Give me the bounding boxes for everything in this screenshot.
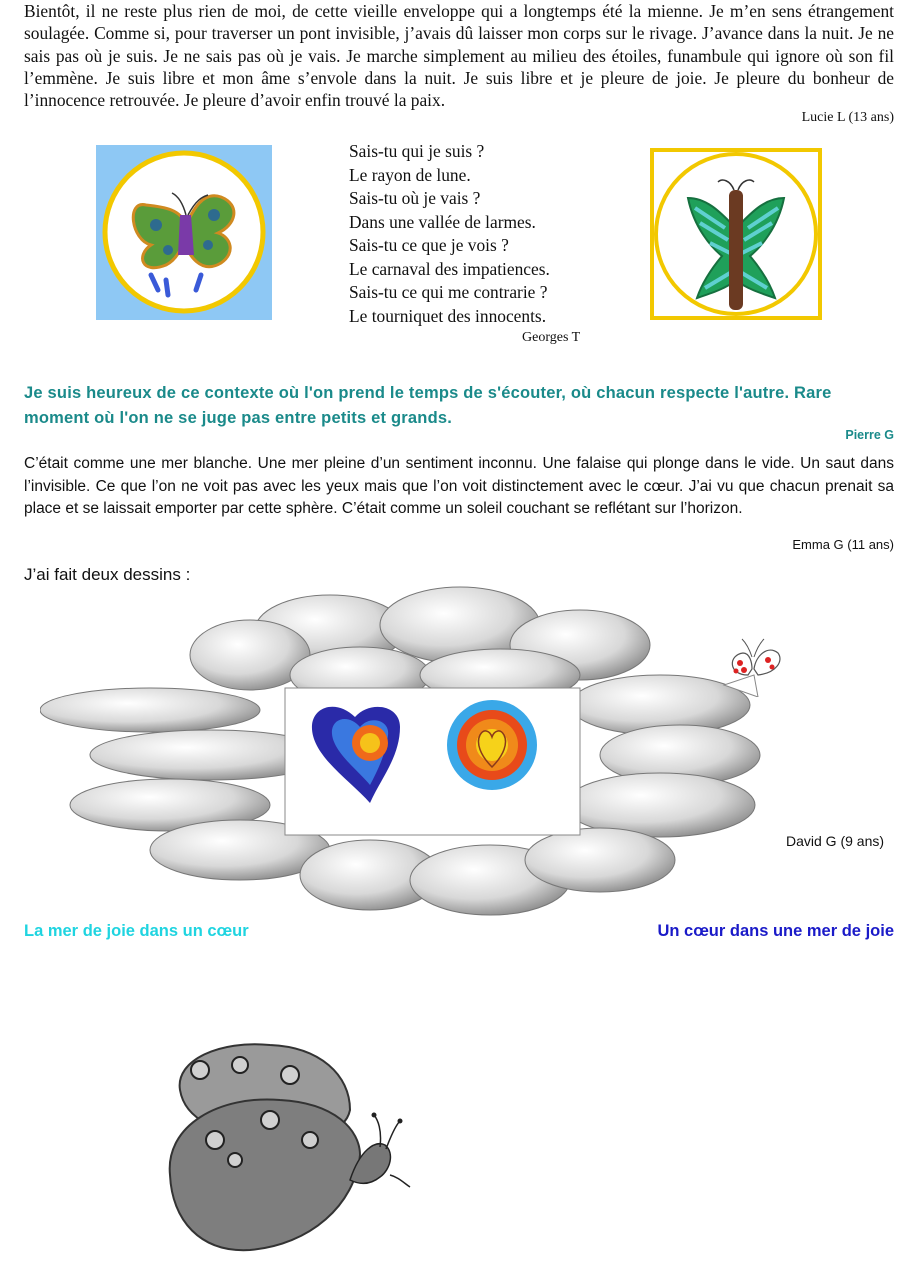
intro-text: J’ai fait deux dessins : xyxy=(24,565,191,584)
paragraph-emma: C’était comme une mer blanche. Une mer pleine d’un sentiment inconnu. Une falaise qui plonge dans le vide. Un saut dans l’invisible. Ce que l’on ne voit pas avec les yeux mais que l’on voit distinctement avec le cœur. J’ai vu que chacun prenait sa place et se laissait emporter par cette sphère. C’était comme un soleil couchant se reflétant sur l’horizon. xyxy=(24,455,894,517)
snail-drawing xyxy=(160,1035,420,1260)
butterfly-drawing-blue xyxy=(96,145,272,320)
butterfly-drawing-green xyxy=(650,148,822,320)
poem-line: Le tourniquet des innocents. xyxy=(349,305,547,326)
caption-left: La mer de joie dans un cœur xyxy=(24,922,249,940)
paragraph-lucie: Bientôt, il ne reste plus rien de moi, de cette vieille enveloppe qui a longtemps été la mienne. Je m’en sens étrangement soulagée. Comme si, pour traverser un pont invisible, j’avais dû laisser mon corps sur le rivage. J’avance dans la nuit. Je ne sais pas où je suis. Je ne sais pas où je vais. Je marche simplement au milieu des étoiles, funambule qui ignore où son fil l’emmène. Je suis libre et mon âme s’envole dans la nuit. Je suis libre et je pleure de joie. Je pleure du bonheur de l’innocence retrouvée. Je pleure d’avoir enfin trouvé la paix. xyxy=(24,1,894,111)
quote-pierre: Je suis heureux de ce contexte où l'on prend le temps de s'écouter, où chacun respecte l'autre. Rare moment où l'on ne se juge pas entre petits et grands. xyxy=(24,384,832,427)
signature-emma: Emma G (11 ans) xyxy=(792,537,894,552)
stones-drawing xyxy=(40,585,770,920)
poem-line: Sais-tu ce que je vois ? xyxy=(349,235,509,255)
signature-pierre: Pierre G xyxy=(845,428,894,442)
poem-line: Sais-tu où je vais ? xyxy=(349,188,481,208)
caption-right: Un cœur dans une mer de joie xyxy=(657,922,894,940)
poem-line: Dans une vallée de larmes. xyxy=(349,211,536,232)
poem-line: Le carnaval des impatiences. xyxy=(349,258,550,279)
signature-georges: Georges T xyxy=(522,330,581,345)
signature-david: David G (9 ans) xyxy=(786,833,885,849)
poem-line: Sais-tu ce qui me contrarie ? xyxy=(349,282,548,302)
poem xyxy=(349,140,550,328)
poem-line: Sais-tu qui je suis ? xyxy=(349,141,485,161)
poem-line: Le rayon de lune. xyxy=(349,164,471,185)
small-butterfly-icon xyxy=(718,635,786,697)
signature-lucie: Lucie L (13 ans) xyxy=(801,110,894,125)
